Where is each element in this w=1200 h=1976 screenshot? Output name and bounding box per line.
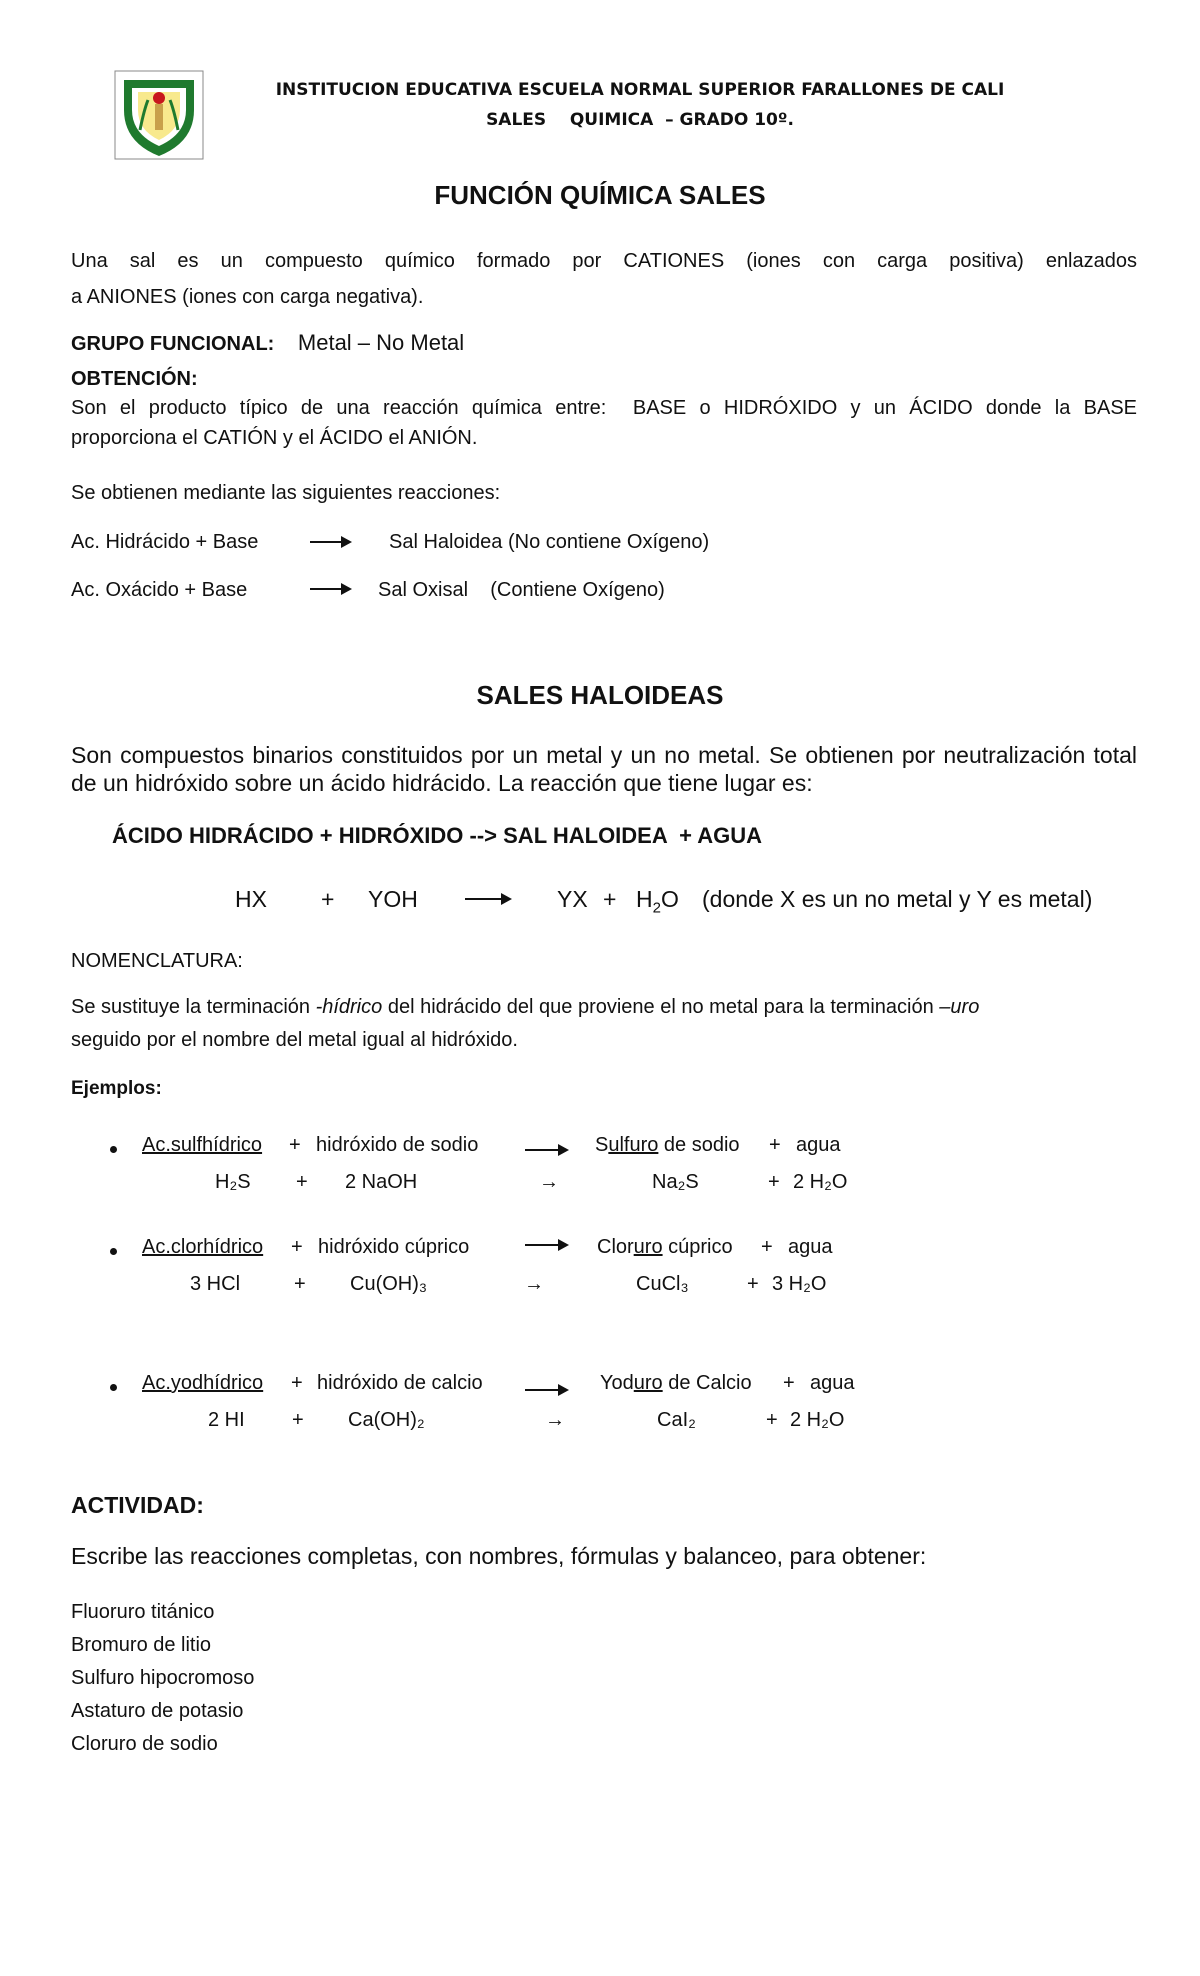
ejemplos-label: Ejemplos: <box>71 1078 162 1099</box>
arrow-icon <box>525 1244 567 1246</box>
formula-base: Ca(OH)₂ <box>348 1409 425 1431</box>
grupo-value: Metal – No Metal <box>297 330 465 355</box>
example-water: agua <box>810 1372 855 1394</box>
formula-water: $H_2O$ <box>636 886 679 917</box>
arrow-icon <box>310 588 350 590</box>
document-subtitle: SALES QUIMICA – GRADO 10º. <box>486 110 794 130</box>
activity-label: ACTIVIDAD: <box>71 1492 204 1518</box>
formula-yoh: YOH <box>368 886 418 912</box>
intro-line-2: a ANIONES (iones con carga negativa). <box>71 286 424 308</box>
example-plus: + <box>761 1236 773 1258</box>
example-base: hidróxido de sodio <box>316 1134 479 1156</box>
formula-arrow: → <box>539 1171 559 1193</box>
school-name: INSTITUCION EDUCATIVA ESCUELA NORMAL SUPERIOR FARALLONES DE CALI <box>275 80 1005 100</box>
formula-plus: + <box>292 1409 304 1431</box>
grupo-label: GRUPO FUNCIONAL: <box>71 333 275 355</box>
formula-plus: + <box>747 1273 759 1295</box>
example-acid: Ac.yodhídrico <box>142 1372 264 1394</box>
intro-line-1: Una sal es un compuesto químico formado por CATIONES (iones con carga positiva) enlazados <box>71 250 1137 272</box>
formula-plus: + <box>294 1273 306 1295</box>
arrow-icon <box>465 898 510 900</box>
haloideas-desc-line-2: de un hidróxido sobre un ácido hidrácido. La reacción que tiene lugar es: <box>71 770 813 796</box>
example-acid: Ac.clorhídrico <box>142 1236 264 1258</box>
arrow-icon <box>310 541 350 543</box>
formula-hx: HX <box>235 886 267 912</box>
example-plus: + <box>769 1134 781 1156</box>
nomenclatura-label: NOMENCLATURA: <box>71 950 243 972</box>
formula-water: 2 H₂O <box>793 1171 848 1193</box>
reactions-intro: Se obtienen mediante las siguientes reacciones: <box>71 482 501 504</box>
reaction-2-left: Ac. Oxácido + Base <box>71 579 248 601</box>
list-item: Fluoruro titánico <box>71 1601 215 1623</box>
formula-water: 2 H₂O <box>790 1409 845 1431</box>
example-acid: Ac.sulfhídrico <box>142 1134 263 1156</box>
formula-plus: + <box>321 886 335 912</box>
general-reaction: ÁCIDO HIDRÁCIDO + HIDRÓXIDO --> SAL HALOIDEA + AGUA <box>112 823 763 848</box>
formula-plus: + <box>603 886 617 912</box>
reaction-1-right: Sal Haloidea (No contiene Oxígeno) <box>389 531 710 553</box>
list-item: Sulfuro hipocromoso <box>71 1667 255 1689</box>
obtencion-label: OBTENCIÓN: <box>71 368 198 390</box>
reaction-1-left: Ac. Hidrácido + Base <box>71 531 259 553</box>
nomenclatura-line-1: Se sustituye la terminación -hídrico del hidrácido del que proviene el no metal para la terminación –uro <box>71 996 980 1018</box>
haloideas-desc-line-1: Son compuestos binarios constituidos por un metal y un no metal. Se obtienen por neutralización total <box>71 742 1137 768</box>
example-water: agua <box>788 1236 833 1258</box>
formula-yx: YX <box>557 886 588 912</box>
nomenclatura-line-2: seguido por el nombre del metal igual al hidróxido. <box>71 1029 518 1051</box>
example-salt: Sulfuro de sodio <box>595 1134 740 1156</box>
example-plus: + <box>291 1372 303 1394</box>
example-water: agua <box>796 1134 841 1156</box>
section-title-funcion: FUNCIÓN QUÍMICA SALES <box>434 180 766 210</box>
arrow-icon <box>525 1149 567 1151</box>
list-item: Cloruro de sodio <box>71 1733 218 1755</box>
example-plus: + <box>291 1236 303 1258</box>
example-base: hidróxido de calcio <box>317 1372 483 1394</box>
example-salt: Yoduro de Calcio <box>600 1372 752 1394</box>
formula-acid: 3 HCl <box>190 1273 241 1295</box>
obtencion-line-2: proporciona el CATIÓN y el ÁCIDO el ANIÓN. <box>71 427 478 449</box>
arrow-icon <box>525 1389 567 1391</box>
formula-base: Cu(OH)₃ <box>350 1273 428 1295</box>
bullet-icon <box>110 1384 117 1391</box>
general-formula <box>0 886 1200 920</box>
bullet-icon <box>110 1146 117 1153</box>
formula-acid: 2 HI <box>208 1409 245 1431</box>
formula-arrow: → <box>524 1273 544 1295</box>
bullet-icon <box>110 1248 117 1255</box>
section-title-haloideas: SALES HALOIDEAS <box>476 680 724 710</box>
obtencion-line-1: Son el producto típico de una reacción química entre: BASE o HIDRÓXIDO y un ÁCIDO donde la BASE <box>71 397 1137 419</box>
example-salt: Cloruro cúprico <box>597 1236 733 1258</box>
formula-base: 2 NaOH <box>345 1171 418 1193</box>
example-plus: + <box>289 1134 301 1156</box>
example-plus: + <box>783 1372 795 1394</box>
reaction-2-right: Sal Oxisal (Contiene Oxígeno) <box>378 579 665 601</box>
formula-plus: + <box>296 1171 308 1193</box>
formula-plus: + <box>766 1409 778 1431</box>
formula-salt: Na₂S <box>652 1171 699 1193</box>
list-item: Astaturo de potasio <box>71 1700 244 1722</box>
formula-water: 3 H₂O <box>772 1273 827 1295</box>
example-base: hidróxido cúprico <box>318 1236 470 1258</box>
formula-salt: CaI₂ <box>657 1409 696 1431</box>
formula-note: (donde X es un no metal y Y es metal) <box>702 886 1093 912</box>
formula-arrow: → <box>545 1409 565 1431</box>
formula-plus: + <box>768 1171 780 1193</box>
grupo-funcional <box>71 326 464 361</box>
formula-salt: CuCl₃ <box>636 1273 689 1295</box>
list-item: Bromuro de litio <box>71 1634 212 1656</box>
formula-acid: H₂S <box>215 1171 251 1193</box>
activity-instruction: Escribe las reacciones completas, con nombres, fórmulas y balanceo, para obtener: <box>71 1543 927 1569</box>
activity-list <box>71 1596 254 1761</box>
